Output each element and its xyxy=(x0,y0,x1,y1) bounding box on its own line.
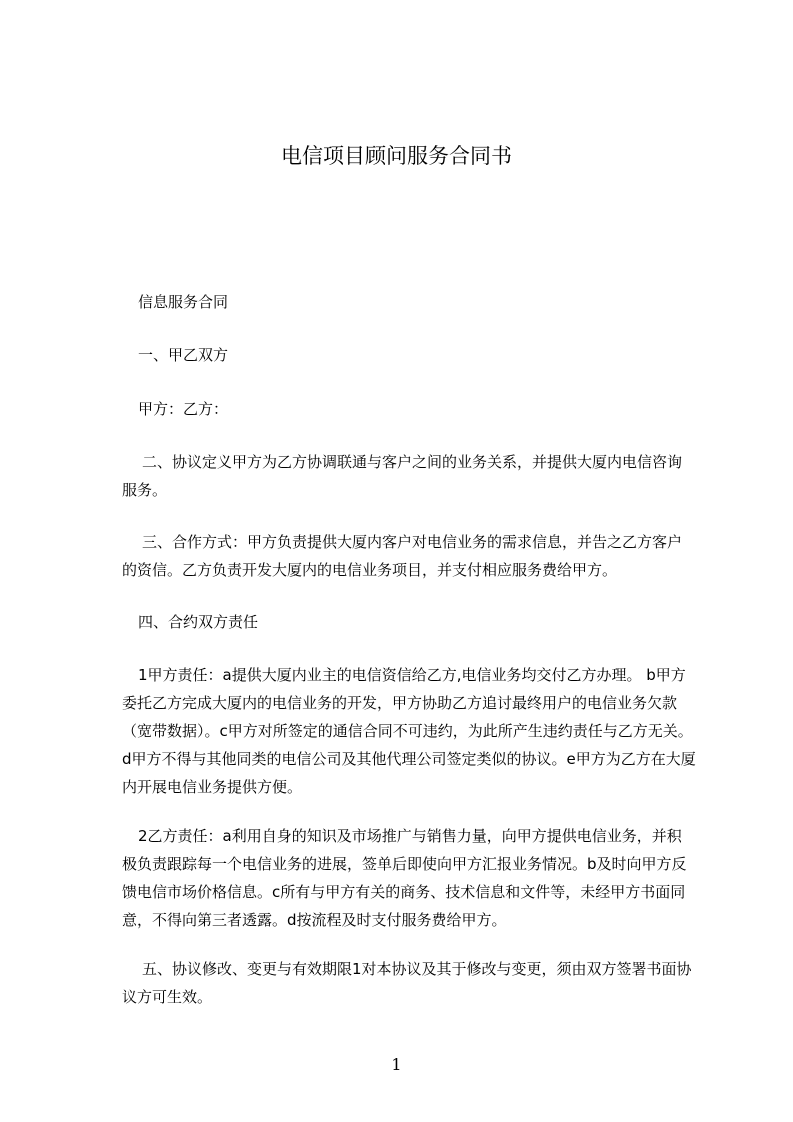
paragraph-party-a-duties: 1甲方责任：a提供大厦内业主的电信资信给乙方,电信业务均交付乙方办理。 b甲方委托乙方完成大厦内的电信业务的开发，甲方协助乙方追讨最终用户的电信业务欠款（宽带数据）。c甲方对所签定的通信合同不可违约，为此所产生违约责任与乙方无关。d甲方不得与其他同类的电信公司及其他代理公司签定类似的协议。e甲方为乙方在大厦内开展电信业务提供方便。 xyxy=(122,666,696,796)
paragraph-section-3: 三、合作方式：甲方负责提供大厦内客户对电信业务的需求信息，并告之乙方客户的资信。乙方负责开发大厦内的电信业务项目，并支付相应服务费给甲方。 xyxy=(122,533,683,579)
paragraph-party-b-duties: 2乙方责任：a利用自身的知识及市场推广与销售力量，向甲方提供电信业务，并积极负责跟踪每一个电信业务的进展，签单后即使向甲方汇报业务情况。b及时向甲方反馈电信市场价格信息。c所有与甲方有关的商务、技术信息和文件等，未经甲方书面同意，不得向第三者透露。d按流程及时支付服务费给甲方。 xyxy=(122,827,687,929)
document-title: 电信项目顾问服务合同书 xyxy=(281,144,512,168)
paragraph-section-5: 五、协议修改、变更与有效期限1对本协议及其于修改与变更，须由双方签署书面协议方可生效。 xyxy=(122,960,692,1006)
page-number: 1 xyxy=(391,1055,402,1074)
paragraph-section-2: 二、协议定义甲方为乙方协调联通与客户之间的业务关系，并提供大厦内电信咨询服务。 xyxy=(122,453,683,499)
paragraph-section-1: 一、甲乙双方 xyxy=(138,346,229,364)
paragraph-parties: 甲方：乙方： xyxy=(138,400,229,418)
paragraph-section-4: 四、合约双方责任 xyxy=(138,613,259,631)
paragraph-contract-type: 信息服务合同 xyxy=(138,293,229,311)
